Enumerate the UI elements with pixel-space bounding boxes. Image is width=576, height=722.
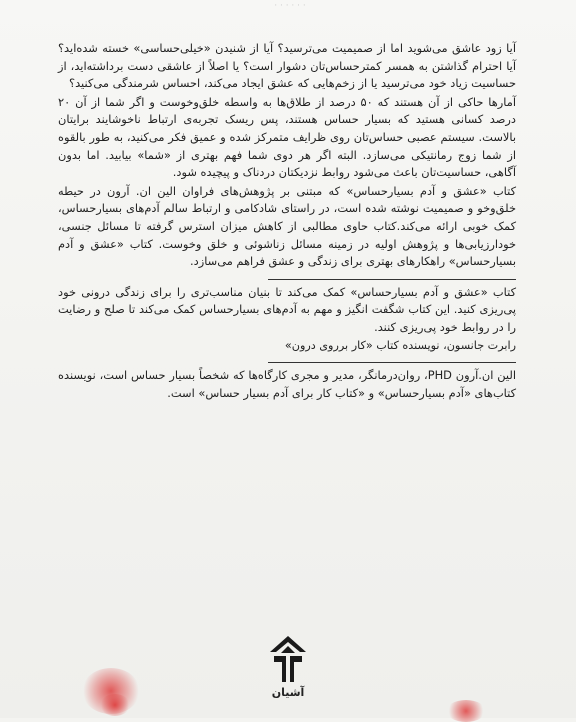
red-stain-left-small — [100, 694, 130, 716]
divider-rule — [268, 279, 516, 280]
divider-rule — [268, 362, 516, 363]
endorsement-quote: کتاب «عشق و آدم بسیارحساس» کمک می‌کند تا بنیان مناسب‌تری را برای زندگی درونی خود پی‌ریزی کنید. این کتاب شگفت انگیز و مهم به آدم‌های بسیارحساس کمک می‌کند تا صلح و رضایت را در روابط خود پی‌ریزی کنند. — [58, 284, 516, 334]
paragraph-statistics: آمارها حاکی از آن هستند که ۵۰ درصد از طلاق‌ها به واسطه خلق‌وخوست و اگر شما از آن ۲۰ درصد کسانی هستید که بسیار حساس هستند، پس ریسک تجربه‌ی ارتباط ناخوشایند برایتان بالاست. سیستم عصبی حساس‌تان روی ظرایف متمرکز شده و عمیق فکر می‌کنید، به طور بالقوه از شما زوج رمانتیکی می‌سازد. البته اگر هر دوی شما فهم بهتری از «شما» بیابید. اما بدون آگاهی، حساسیت‌تان باعث می‌شود روابط نزدیکتان دردناک و پیچیده شود. — [58, 94, 516, 180]
publisher-name: آشیان — [271, 686, 305, 699]
ashian-publisher-logo-icon — [268, 634, 308, 684]
paragraph-intro-questions: آیا زود عاشق می‌شوید اما از صمیمیت می‌ترسید؟ آیا از شنیدن «خیلی‌حساسی» خسته شده‌اید؟ آیا احترام گذاشتن به همسر کمترحساس‌تان دشوار است؟ یا اصلاً از عاشقی دست برداشته‌اید، از حساسیت زیاد خود می‌ترسید یا از زخم‌هایی که عشق ایجاد می‌کند، احساس شرمندگی می‌کنید؟ — [58, 41, 516, 91]
red-stain-right — [446, 700, 486, 722]
blurb-content — [58, 40, 516, 403]
faint-header-text: · · · · · · — [274, 1, 306, 11]
paragraph-book-description: کتاب «عشق و آدم بسیارحساس» که مبتنی بر پژوهش‌های فراوان الین ان. آرون در حیطه خلق‌وخو و صمیمیت نوشته شده است، در راستای شادکامی و ارتباط سالم آدم‌های بسیارحساس، کمک خوبی ارائه می‌کند.کتاب حاوی مطالبی از کاهش میزان استرس گرفته تا مسائل جنسی، خودارزیابی‌ها و پژوهش اولیه در زمینه مسائل زناشوئی و خلق وخوست. کتاب «عشق و آدم بسیارحساس» راهکارهای بهتری برای زندگی و عشق فراهم می‌سازد. — [58, 183, 516, 269]
author-bio: الین ان.آرون PHD، روان‌درمانگر، مدیر و مجری کارگاه‌ها که شخصاً بسیار حساس است، نویسنده کتاب‌های «آدم بسیارحساس» و «کتاب کار برای آدم بسیار حساس» است. — [58, 368, 516, 400]
endorsement-attribution: رابرت جانسون، نویسنده کتاب «کار برروی درون» — [284, 338, 516, 352]
publisher-logo — [258, 634, 318, 706]
